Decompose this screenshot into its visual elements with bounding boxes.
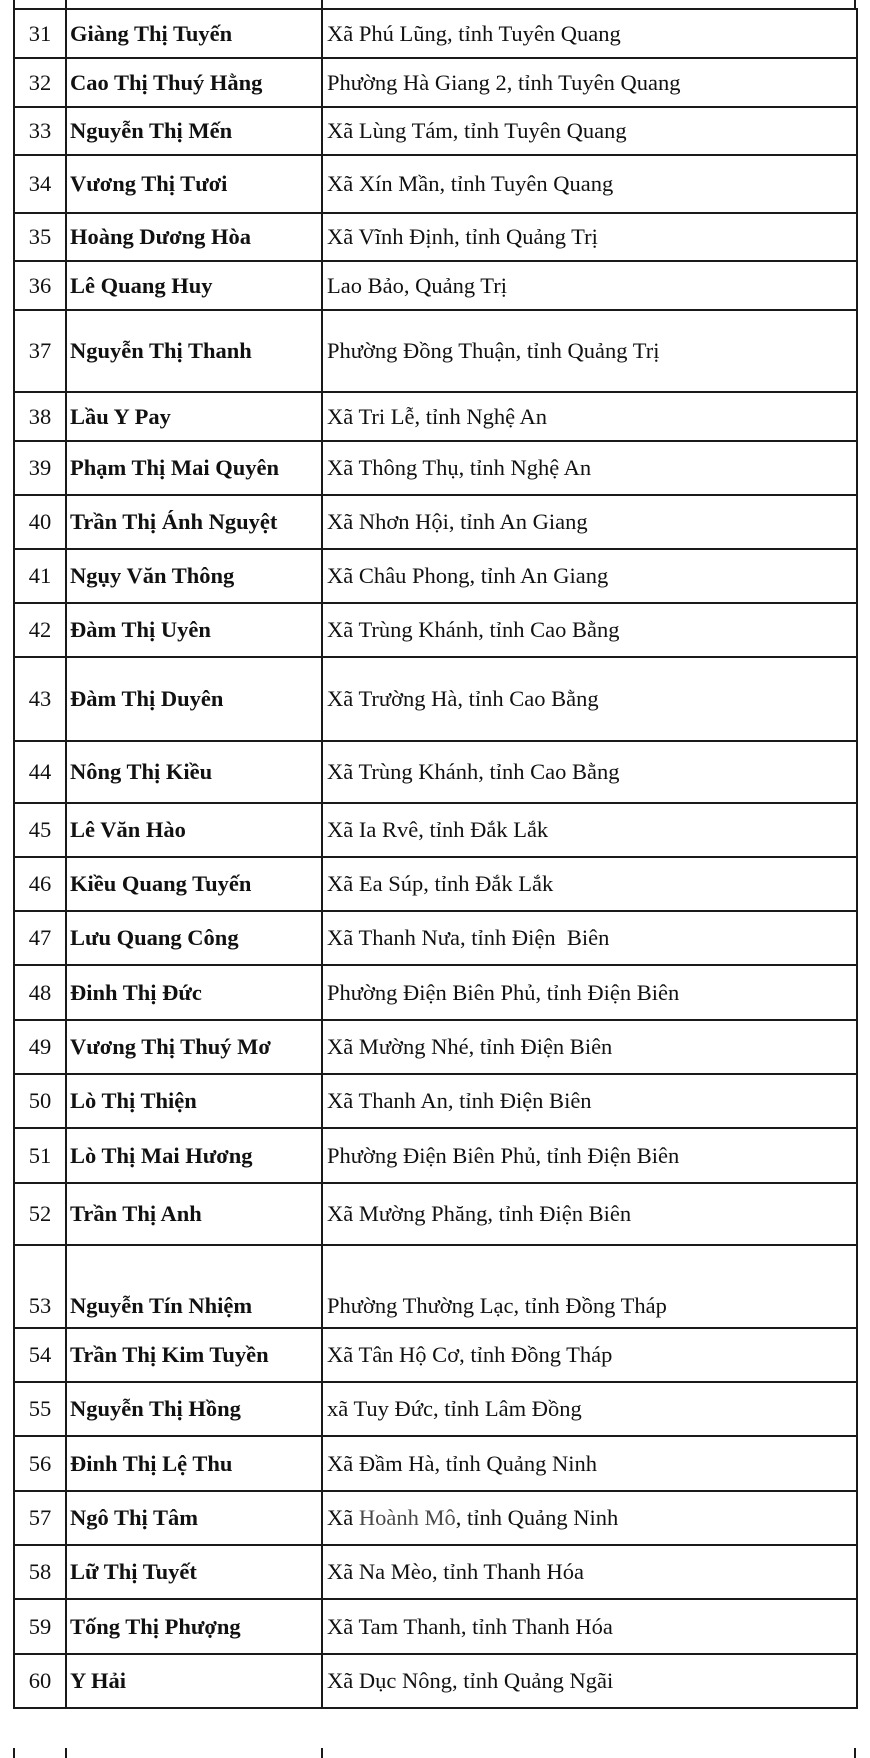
table-row bbox=[14, 803, 857, 857]
address-suffix: , tỉnh Quảng Ninh bbox=[455, 1505, 619, 1531]
row-number: 54 bbox=[14, 1328, 66, 1382]
person-name: Lò Thị Thiện bbox=[66, 1074, 322, 1128]
person-address: Xã Nhơn Hội, tỉnh An Giang bbox=[322, 495, 857, 549]
person-address: Xã Tam Thanh, tỉnh Thanh Hóa bbox=[322, 1599, 857, 1654]
row-number: 46 bbox=[14, 857, 66, 911]
person-address: Xã Mường Nhé, tỉnh Điện Biên bbox=[322, 1020, 857, 1074]
person-name: Ngô Thị Tâm bbox=[66, 1491, 322, 1545]
row-number: 50 bbox=[14, 1074, 66, 1128]
person-address: Xã Ia Rvê, tỉnh Đắk Lắk bbox=[322, 803, 857, 857]
person-name: Trần Thị Kim Tuyền bbox=[66, 1328, 322, 1382]
row-number: 45 bbox=[14, 803, 66, 857]
person-name: Hoàng Dương Hòa bbox=[66, 213, 322, 261]
person-address bbox=[322, 1491, 857, 1545]
person-name: Lữ Thị Tuyết bbox=[66, 1545, 322, 1599]
table-row bbox=[14, 1382, 857, 1436]
table-row bbox=[14, 1074, 857, 1128]
row-number: 39 bbox=[14, 441, 66, 495]
table-row bbox=[14, 107, 857, 155]
person-name: Đinh Thị Đức bbox=[66, 965, 322, 1020]
person-name: Tống Thị Phượng bbox=[66, 1599, 322, 1654]
person-address: Xã Ea Súp, tỉnh Đắk Lắk bbox=[322, 857, 857, 911]
person-name: Ngụy Văn Thông bbox=[66, 549, 322, 603]
person-name: Nguyễn Thị Hồng bbox=[66, 1382, 322, 1436]
row-number: 33 bbox=[14, 107, 66, 155]
person-name: Giàng Thị Tuyến bbox=[66, 9, 322, 58]
person-address: Phường Điện Biên Phủ, tỉnh Điện Biên bbox=[322, 965, 857, 1020]
person-address: Xã Trùng Khánh, tỉnh Cao Bằng bbox=[322, 603, 857, 657]
row-number: 53 bbox=[14, 1245, 66, 1328]
row-number: 44 bbox=[14, 741, 66, 803]
person-address: Xã Trường Hà, tỉnh Cao Bằng bbox=[322, 657, 857, 741]
row-number: 49 bbox=[14, 1020, 66, 1074]
table-row bbox=[14, 1128, 857, 1183]
person-address: Xã Phú Lũng, tỉnh Tuyên Quang bbox=[322, 9, 857, 58]
person-name: Lê Văn Hào bbox=[66, 803, 322, 857]
person-address: Xã Na Mèo, tỉnh Thanh Hóa bbox=[322, 1545, 857, 1599]
row-number: 51 bbox=[14, 1128, 66, 1183]
table-row bbox=[14, 603, 857, 657]
table-row bbox=[14, 1436, 857, 1491]
person-address: xã Tuy Đức, tỉnh Lâm Đồng bbox=[322, 1382, 857, 1436]
table-row bbox=[14, 310, 857, 392]
row-number: 32 bbox=[14, 58, 66, 107]
table-row bbox=[14, 9, 857, 58]
person-address: Xã Tân Hộ Cơ, tỉnh Đồng Tháp bbox=[322, 1328, 857, 1382]
person-address: Xã Vĩnh Định, tỉnh Quảng Trị bbox=[322, 213, 857, 261]
row-number: 36 bbox=[14, 261, 66, 310]
person-address: Phường Đồng Thuận, tỉnh Quảng Trị bbox=[322, 310, 857, 392]
person-name: Nông Thị Kiều bbox=[66, 741, 322, 803]
row-number: 31 bbox=[14, 9, 66, 58]
person-name: Nguyễn Thị Thanh bbox=[66, 310, 322, 392]
person-name: Trần Thị Ánh Nguyệt bbox=[66, 495, 322, 549]
person-address: Xã Thanh Nưa, tỉnh Điện Biên bbox=[322, 911, 857, 965]
person-name: Phạm Thị Mai Quyên bbox=[66, 441, 322, 495]
table-row bbox=[14, 911, 857, 965]
table-row bbox=[14, 1491, 857, 1545]
table-row bbox=[14, 1020, 857, 1074]
roster-table bbox=[13, 8, 858, 1709]
row-number: 42 bbox=[14, 603, 66, 657]
row-number: 34 bbox=[14, 155, 66, 213]
person-name: Y Hải bbox=[66, 1654, 322, 1708]
table-row bbox=[14, 1599, 857, 1654]
table-row bbox=[14, 965, 857, 1020]
person-name: Nguyễn Tín Nhiệm bbox=[66, 1245, 322, 1328]
row-number: 57 bbox=[14, 1491, 66, 1545]
table-row bbox=[14, 1328, 857, 1382]
person-address: Phường Thường Lạc, tỉnh Đồng Tháp bbox=[322, 1245, 857, 1328]
person-address: Xã Đầm Hà, tỉnh Quảng Ninh bbox=[322, 1436, 857, 1491]
person-name: Đàm Thị Uyên bbox=[66, 603, 322, 657]
table-row bbox=[14, 392, 857, 441]
table-row bbox=[14, 495, 857, 549]
row-number: 59 bbox=[14, 1599, 66, 1654]
person-name: Cao Thị Thuý Hằng bbox=[66, 58, 322, 107]
address-highlight: Hoành Mô bbox=[358, 1505, 456, 1531]
person-name: Nguyễn Thị Mến bbox=[66, 107, 322, 155]
table-bottom-edge bbox=[13, 1748, 856, 1758]
table-row bbox=[14, 741, 857, 803]
person-name: Vương Thị Thuý Mơ bbox=[66, 1020, 322, 1074]
person-name: Kiều Quang Tuyến bbox=[66, 857, 322, 911]
row-number: 60 bbox=[14, 1654, 66, 1708]
table-row bbox=[14, 58, 857, 107]
row-number: 37 bbox=[14, 310, 66, 392]
person-name: Lê Quang Huy bbox=[66, 261, 322, 310]
person-name: Lầu Y Pay bbox=[66, 392, 322, 441]
person-address: Xã Châu Phong, tỉnh An Giang bbox=[322, 549, 857, 603]
person-name: Lò Thị Mai Hương bbox=[66, 1128, 322, 1183]
person-address: Xã Thông Thụ, tỉnh Nghệ An bbox=[322, 441, 857, 495]
person-address: Lao Bảo, Quảng Trị bbox=[322, 261, 857, 310]
person-address: Xã Thanh An, tỉnh Điện Biên bbox=[322, 1074, 857, 1128]
row-number: 48 bbox=[14, 965, 66, 1020]
row-number: 52 bbox=[14, 1183, 66, 1245]
person-address: Xã Tri Lễ, tỉnh Nghệ An bbox=[322, 392, 857, 441]
row-number: 56 bbox=[14, 1436, 66, 1491]
address-prefix: Xã bbox=[327, 1505, 359, 1531]
row-number: 58 bbox=[14, 1545, 66, 1599]
person-address: Xã Dục Nông, tỉnh Quảng Ngãi bbox=[322, 1654, 857, 1708]
row-number: 41 bbox=[14, 549, 66, 603]
person-address: Phường Điện Biên Phủ, tỉnh Điện Biên bbox=[322, 1128, 857, 1183]
person-name: Vương Thị Tươi bbox=[66, 155, 322, 213]
table-row bbox=[14, 657, 857, 741]
table-row bbox=[14, 1545, 857, 1599]
person-address: Xã Lùng Tám, tỉnh Tuyên Quang bbox=[322, 107, 857, 155]
person-name: Đinh Thị Lệ Thu bbox=[66, 1436, 322, 1491]
person-name: Đàm Thị Duyên bbox=[66, 657, 322, 741]
row-number: 55 bbox=[14, 1382, 66, 1436]
person-address: Xã Trùng Khánh, tỉnh Cao Bằng bbox=[322, 741, 857, 803]
table-top-edge bbox=[13, 0, 856, 8]
table-row bbox=[14, 155, 857, 213]
table-row bbox=[14, 1183, 857, 1245]
table-row bbox=[14, 441, 857, 495]
person-address: Xã Xín Mần, tỉnh Tuyên Quang bbox=[322, 155, 857, 213]
row-number: 35 bbox=[14, 213, 66, 261]
table-row bbox=[14, 1245, 857, 1328]
person-address: Xã Mường Phăng, tỉnh Điện Biên bbox=[322, 1183, 857, 1245]
table-row bbox=[14, 261, 857, 310]
person-name: Lưu Quang Công bbox=[66, 911, 322, 965]
person-name: Trần Thị Anh bbox=[66, 1183, 322, 1245]
table-row bbox=[14, 549, 857, 603]
row-number: 38 bbox=[14, 392, 66, 441]
row-number: 47 bbox=[14, 911, 66, 965]
row-number: 40 bbox=[14, 495, 66, 549]
table-row bbox=[14, 1654, 857, 1708]
person-address: Phường Hà Giang 2, tỉnh Tuyên Quang bbox=[322, 58, 857, 107]
table-row bbox=[14, 213, 857, 261]
row-number: 43 bbox=[14, 657, 66, 741]
table-row bbox=[14, 857, 857, 911]
